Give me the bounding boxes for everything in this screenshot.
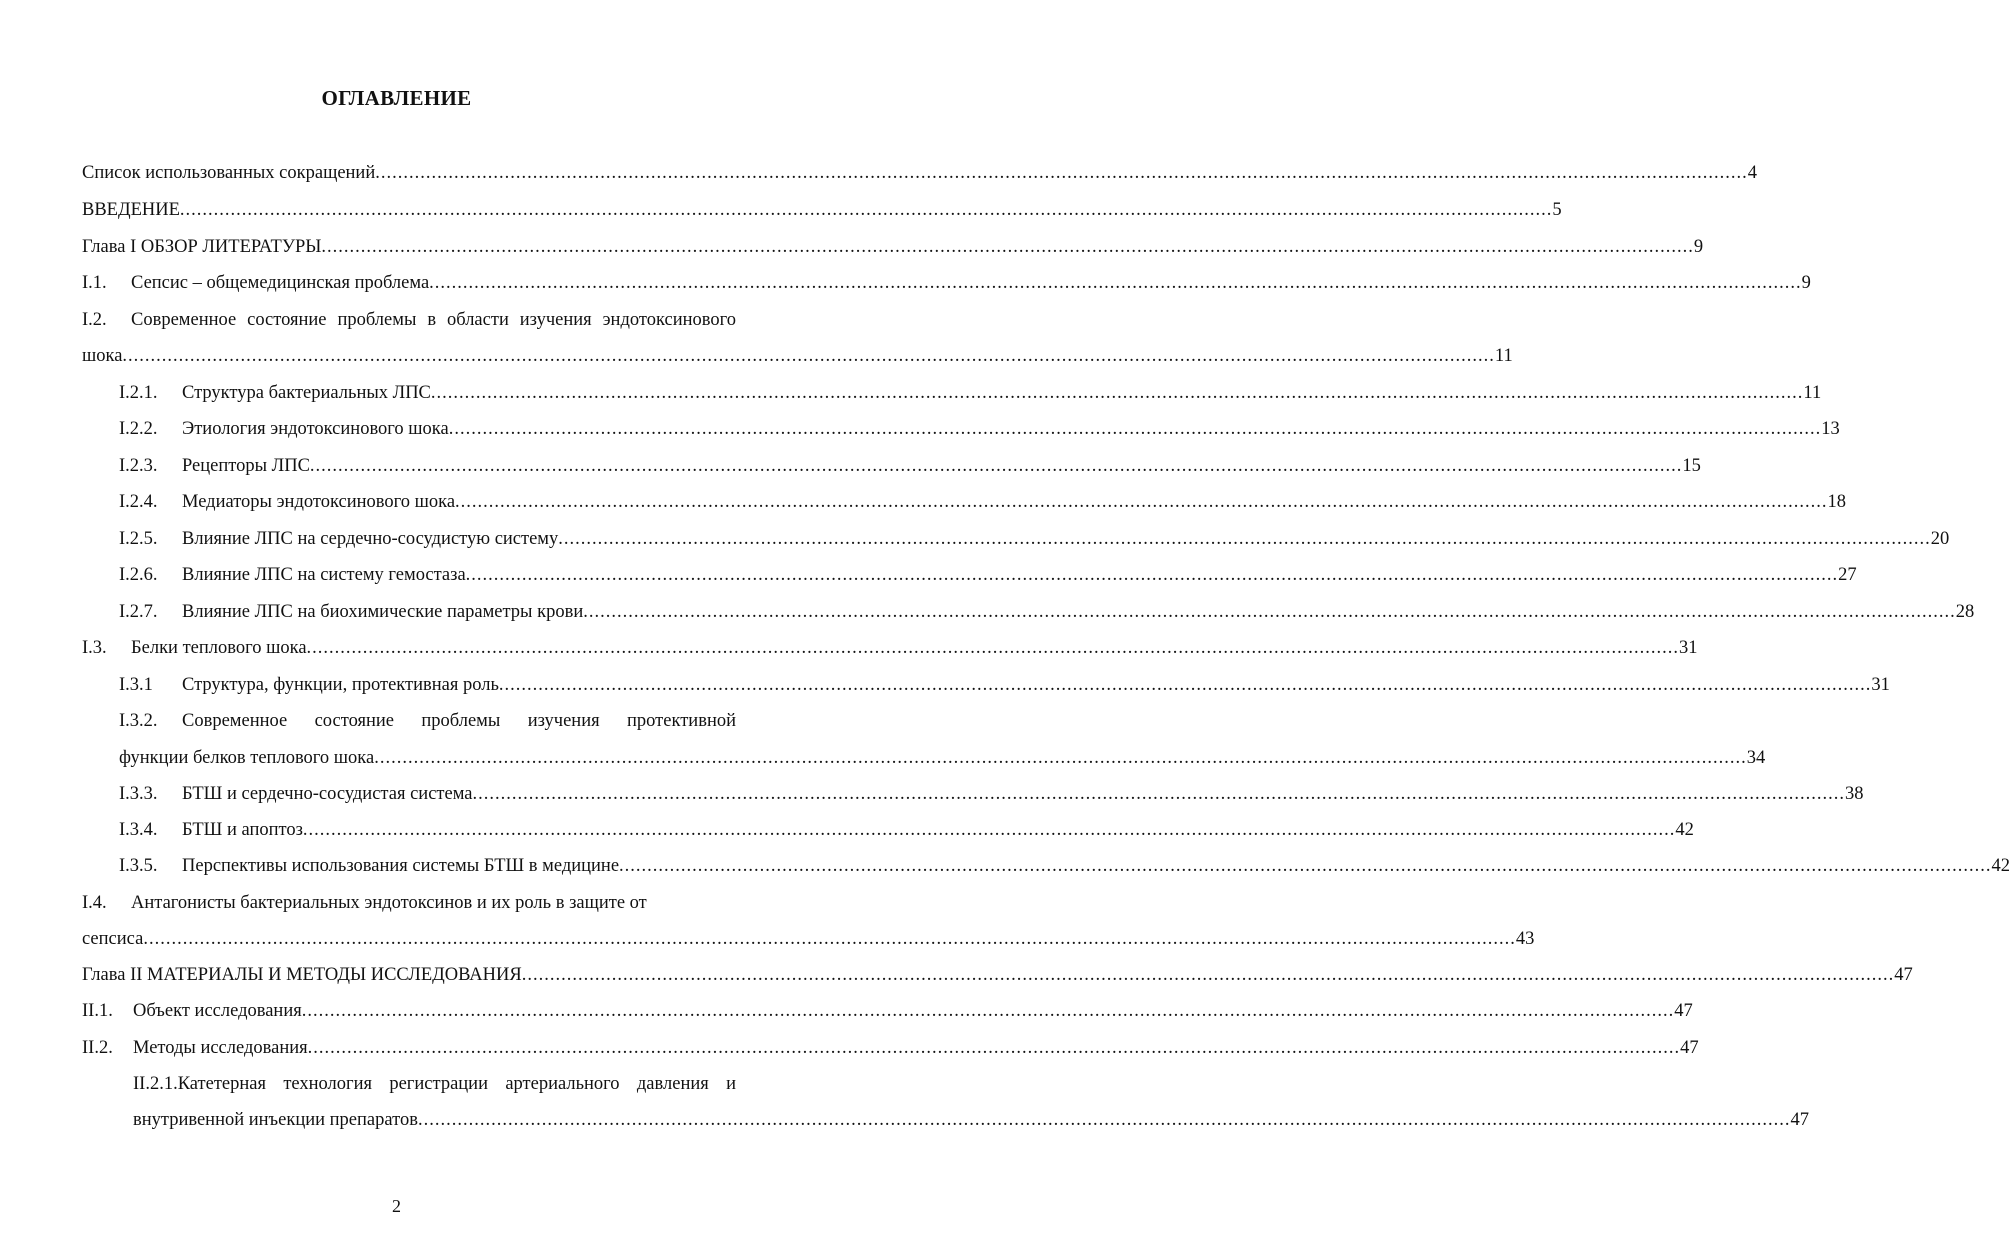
toc-entry[interactable] [119, 818, 1694, 842]
toc-entry-text: Влияние ЛПС на сердечно-сосудистую систему [182, 529, 559, 549]
toc-entry-text: Объект исследования [133, 1001, 302, 1021]
toc-entry[interactable] [119, 782, 1864, 806]
toc-entry-number: I.3. [82, 638, 107, 658]
toc-entry[interactable] [82, 235, 1704, 259]
dot-leader [473, 782, 1846, 806]
toc-entry[interactable] [82, 963, 1913, 987]
toc-page-number: 42 [1991, 856, 2010, 876]
toc-page-number: 20 [1930, 529, 1950, 549]
dot-leader [522, 963, 1895, 987]
dot-leader [418, 1108, 1791, 1132]
toc-entry-text: Глава II МАТЕРИАЛЫ И МЕТОДЫ ИССЛЕДОВАНИЯ [82, 965, 522, 985]
toc-entry-number: II.2. [82, 1038, 113, 1058]
toc-page-number: 18 [1827, 492, 1847, 512]
toc-entry[interactable] [119, 673, 1890, 697]
toc-entry-text: Методы исследования [133, 1038, 308, 1058]
toc-entry[interactable] [119, 600, 1975, 624]
dot-leader [143, 927, 1516, 951]
dot-leader [429, 271, 1802, 295]
toc-entry-number: II.1. [82, 1001, 113, 1021]
toc-entry-text: Этиология эндотоксинового шока [182, 419, 449, 439]
toc-page-number: 5 [1552, 200, 1562, 220]
toc-entry-number: I.2.2. [119, 419, 158, 439]
toc-entry[interactable] [82, 198, 1562, 222]
toc-entry-text: БТШ и сердечно-сосудистая система [182, 784, 473, 804]
toc-page-number: 38 [1845, 784, 1864, 804]
toc-entry-number: I.3.2. [119, 711, 158, 731]
toc-entry-text: ВВЕДЕНИЕ [82, 200, 180, 220]
toc-entry[interactable] [82, 1036, 1699, 1060]
toc-page-number: 11 [1803, 383, 1822, 403]
toc-entry-continuation[interactable] [133, 1108, 1809, 1132]
toc-entry-continuation[interactable] [119, 746, 1766, 770]
toc-entry[interactable] [119, 490, 1847, 514]
toc-entry-text: Структура, функции, протективная роль [182, 675, 499, 695]
dot-leader [122, 344, 1495, 368]
toc-entry-number: I.2.5. [119, 529, 158, 549]
page-title: ОГЛАВЛЕНИЕ [321, 86, 472, 110]
toc-entry-text: сепсиса [82, 929, 144, 949]
dot-leader [180, 198, 1553, 222]
toc-entry-text: Влияние ЛПС на систему гемостаза [182, 565, 466, 585]
toc-entry-number: I.2.4. [119, 492, 158, 512]
dot-leader [374, 746, 1747, 770]
toc-page-number: 27 [1838, 565, 1857, 585]
toc-entry-number: I.2.6. [119, 565, 158, 585]
toc-entry[interactable] [82, 999, 1693, 1023]
toc-page-number: 4 [1747, 163, 1757, 183]
toc-entry[interactable] [82, 636, 1698, 660]
dot-leader [308, 1036, 1681, 1060]
toc-entry[interactable] [119, 381, 1822, 405]
toc-entry-text: Медиаторы эндотоксинового шока [182, 492, 456, 512]
dot-leader [466, 563, 1839, 587]
toc-entry-number: I.2.3. [119, 456, 158, 476]
toc-entry-text: Рецепторы ЛПС [182, 456, 310, 476]
toc-entry-text: шока [82, 346, 123, 366]
toc-page-number: 43 [1515, 929, 1535, 949]
toc-entry[interactable] [119, 527, 1950, 551]
toc-entry-text: функции белков теплового шока [119, 748, 375, 768]
dot-leader [499, 673, 1872, 697]
dot-leader [303, 818, 1676, 842]
toc-entry[interactable] [119, 709, 736, 733]
toc-entry-text: Белки теплового шока [131, 638, 307, 658]
dot-leader [558, 527, 1931, 551]
toc-page-number: 47 [1674, 1001, 1693, 1021]
toc-entry-number: I.2.1. [119, 383, 158, 403]
toc-page-number: 13 [1821, 419, 1840, 439]
toc-page-number: 11 [1494, 346, 1513, 366]
toc-page-number: 28 [1955, 602, 1975, 622]
dot-leader [619, 854, 1992, 878]
toc-entry-number: I.3.5. [119, 856, 158, 876]
toc-entry-number: I.2. [82, 310, 107, 330]
toc-entry-text: Структура бактериальных ЛПС [182, 383, 431, 403]
toc-entry-continuation[interactable] [82, 344, 1513, 368]
toc-entry-text: Список использованных сокращений [82, 163, 376, 183]
toc-entry-continuation[interactable] [82, 927, 1535, 951]
toc-entry-text: Глава I ОБЗОР ЛИТЕРАТУРЫ [82, 237, 322, 257]
toc-page-number: 15 [1682, 456, 1701, 476]
toc-page-number: 47 [1680, 1038, 1699, 1058]
toc-page-number: 31 [1679, 638, 1698, 658]
toc-page-number: 47 [1894, 965, 1913, 985]
toc-entry-text: БТШ и апоптоз [182, 820, 303, 840]
toc-page-number: 9 [1693, 237, 1704, 257]
toc-entry[interactable] [82, 161, 1757, 185]
dot-leader [302, 999, 1675, 1023]
toc-entry-text: Сепсис – общемедицинская проблема [131, 273, 430, 293]
dot-leader [321, 235, 1694, 259]
toc-entry[interactable] [133, 1072, 736, 1096]
toc-entry-text: Влияние ЛПС на биохимические параметры крови [182, 602, 584, 622]
dot-leader [375, 161, 1748, 185]
dot-leader [583, 600, 1956, 624]
toc-entry-number: I.3.3. [119, 784, 158, 804]
toc-entry[interactable] [119, 854, 2010, 878]
dot-leader [310, 454, 1683, 478]
toc-entry-text: Современное состояние проблемы изучения протективной [182, 711, 736, 731]
toc-entry[interactable] [119, 454, 1701, 478]
toc-entry[interactable] [119, 417, 1840, 441]
toc-entry[interactable] [119, 563, 1857, 587]
toc-page-number: 47 [1790, 1110, 1809, 1130]
toc-entry-text: II.2.1.Катетерная технология регистрации артериального давления и [133, 1074, 736, 1094]
dot-leader [431, 381, 1804, 405]
toc-entry-text: Современное состояние проблемы в области изучения эндотоксинового [131, 310, 736, 330]
toc-entry[interactable] [82, 891, 736, 915]
toc-entry-number: I.3.1 [119, 675, 153, 695]
dot-leader [449, 417, 1822, 441]
dot-leader [455, 490, 1828, 514]
toc-entry-number: I.1. [82, 273, 107, 293]
toc-entry[interactable] [82, 271, 1811, 295]
toc-entry-number: I.3.4. [119, 820, 158, 840]
toc-page-number: 34 [1746, 748, 1766, 768]
toc-page-number: 42 [1675, 820, 1694, 840]
toc-entry-text: Перспективы использования системы БТШ в медицине [182, 856, 620, 876]
toc-page-number: 31 [1871, 675, 1890, 695]
toc-entry-text: внутривенной инъекции препаратов [133, 1110, 418, 1130]
toc-entry-number: I.4. [82, 893, 107, 913]
toc-entry-text: Антагонисты бактериальных эндотоксинов и их роль в защите от [131, 893, 647, 913]
dot-leader [307, 636, 1680, 660]
page-number: 2 [392, 1196, 401, 1216]
toc-entry-number: I.2.7. [119, 602, 158, 622]
toc-page-number: 9 [1801, 273, 1811, 293]
toc-entry[interactable] [82, 308, 736, 332]
